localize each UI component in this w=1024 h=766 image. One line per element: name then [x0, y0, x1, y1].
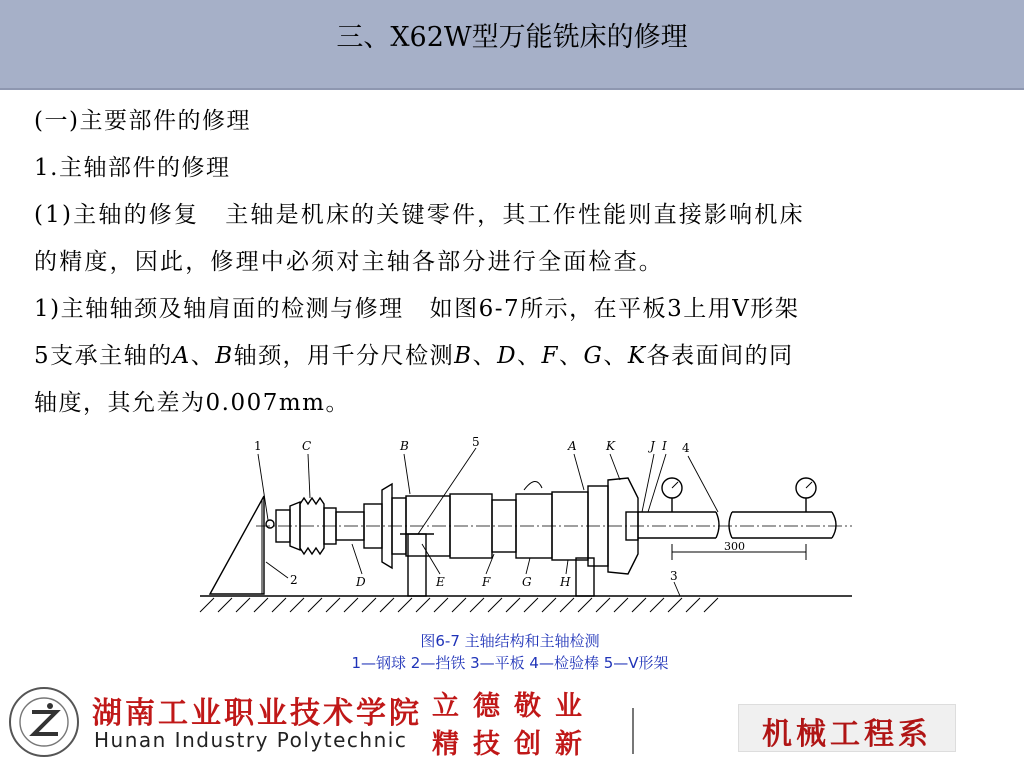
motto-line: 精技创新: [432, 729, 596, 760]
school-name-en: Hunan Industry Polytechnic: [94, 728, 408, 752]
fig-label: 5: [472, 435, 480, 449]
fig-label: I: [662, 439, 667, 453]
text-run: 轴颈，用千分尺检测: [233, 343, 455, 369]
fig-label: E: [436, 575, 445, 589]
paragraph-line: 轴度，其允差为0.007mm。: [34, 390, 350, 416]
dimension-label: 300: [724, 540, 745, 553]
figure-caption: 图6-7 主轴结构和主轴检测: [420, 632, 600, 650]
subsection-heading: 1.主轴部件的修理: [34, 155, 231, 181]
fig-label: F: [482, 575, 491, 589]
fig-label: C: [302, 439, 312, 453]
slide-header: [0, 0, 1024, 90]
fig-label: K: [606, 439, 615, 453]
school-name-cn: 湖南工业职业技术学院: [92, 696, 422, 731]
paragraph-line: 的精度，因此，修理中必须对主轴各部分进行全面检查。: [34, 249, 664, 275]
part-label: D: [497, 343, 518, 369]
part-label: G: [583, 343, 604, 369]
slide-body: [34, 98, 994, 427]
text-run: 、: [472, 343, 498, 369]
fig-label: 4: [682, 441, 690, 455]
item-text: 主轴是机床的关键零件，其工作性能则直接影响机床: [225, 202, 805, 228]
spindle-inspection-figure: [196, 434, 856, 624]
item-heading: 1)主轴轴颈及轴肩面的检测与修理: [34, 296, 404, 322]
fig-label: D: [356, 575, 366, 589]
fig-label: H: [560, 575, 571, 589]
footer-divider: [632, 708, 634, 754]
text-run: 、: [559, 343, 584, 369]
department-badge: [738, 704, 956, 752]
footer-banner: [0, 678, 1024, 766]
fig-label: 2: [290, 573, 298, 587]
part-label: A: [172, 343, 191, 369]
item-text: 如图6-7所示，在平板3上用V形架: [429, 296, 800, 322]
text-run: 各表面间的同: [646, 343, 794, 369]
text-run: 5支承主轴的: [34, 343, 173, 369]
motto-line: 立德敬业: [432, 691, 596, 722]
part-label: B: [215, 343, 234, 369]
fig-label: G: [522, 575, 532, 589]
part-label: F: [541, 343, 559, 369]
section-heading: (一)主要部件的修理: [34, 108, 251, 134]
fig-label: J: [650, 439, 655, 453]
text-run: 、: [603, 343, 628, 369]
paragraph-line: [34, 192, 994, 239]
paragraph-line: [34, 286, 994, 333]
paragraph-line: [34, 333, 994, 380]
school-logo-icon: [4, 684, 84, 760]
text-run: 、: [190, 343, 216, 369]
slide-title: 三、X62W型万能铣床的修理: [336, 22, 688, 53]
fig-label: A: [568, 439, 577, 453]
fig-label: 3: [670, 569, 678, 583]
item-heading: (1)主轴的修复: [34, 202, 200, 228]
fig-label: B: [400, 439, 409, 453]
text-run: 、: [517, 343, 542, 369]
fig-label: 1: [254, 439, 262, 453]
department-name: 机械工程系: [762, 717, 932, 752]
figure-legend: 1—钢球 2—挡铁 3—平板 4—检验棒 5—V形架: [351, 654, 669, 672]
part-label: B: [454, 343, 473, 369]
part-label: K: [627, 343, 647, 369]
